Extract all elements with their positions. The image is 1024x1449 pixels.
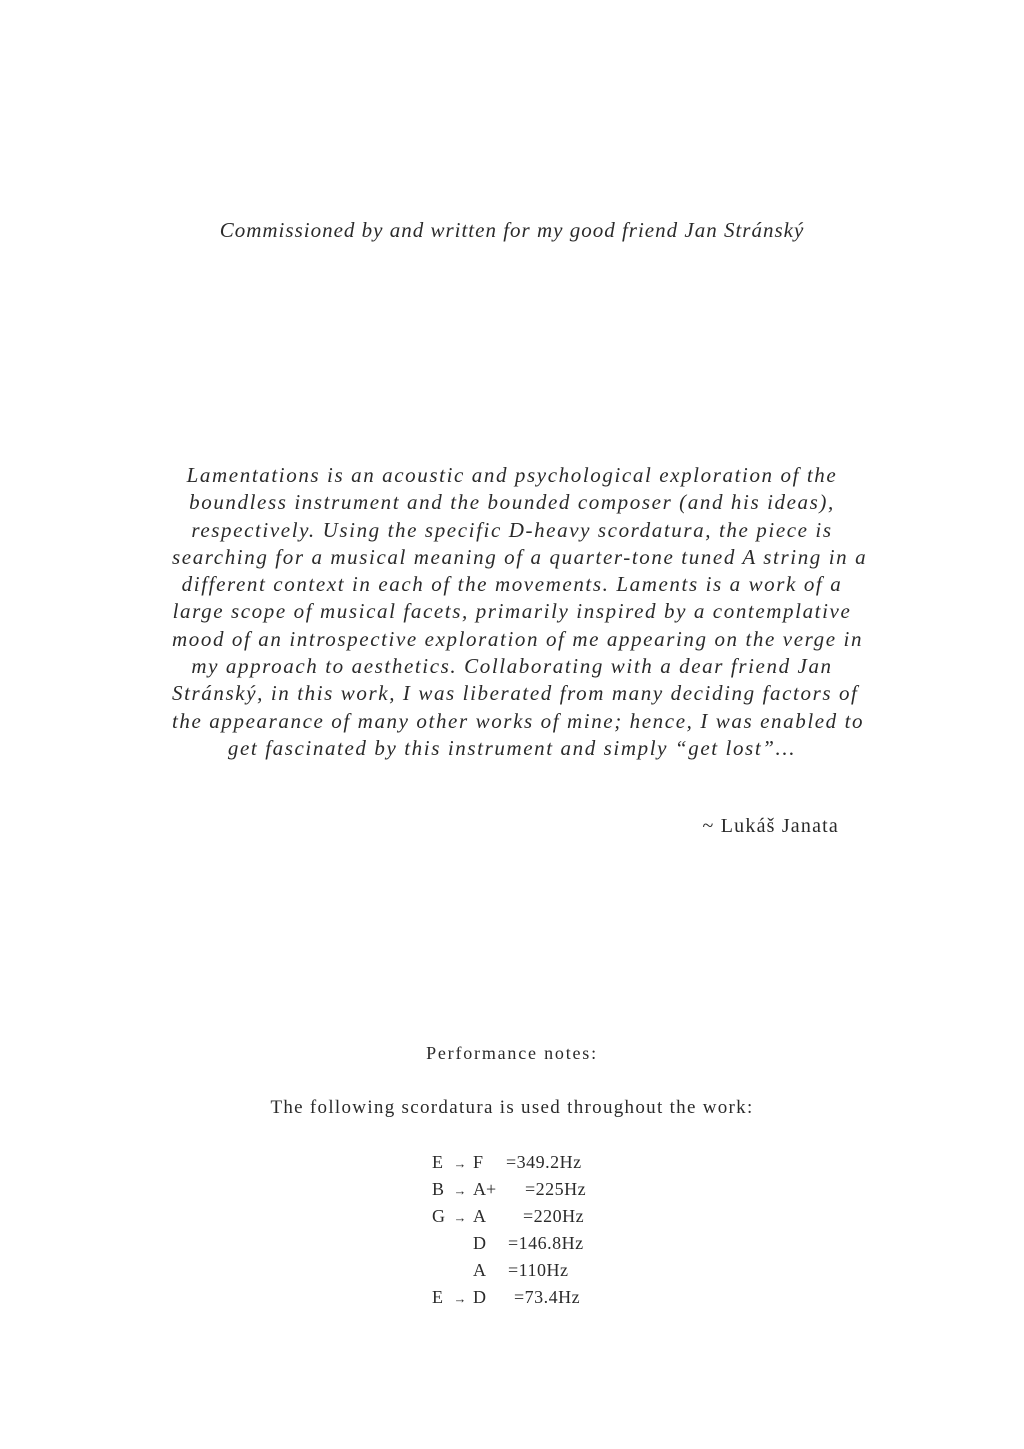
performance-notes-heading: Performance notes: xyxy=(426,1043,598,1063)
tuning-row xyxy=(0,1179,1024,1206)
program-note-line: Lamentations is an acoustic and psychological exploration of the xyxy=(186,463,838,487)
frequency: =349.2Hz xyxy=(506,1152,582,1172)
program-note-line: searching for a musical meaning of a quarter-tone tuned A string in a xyxy=(172,544,868,569)
program-note-line: mood of an introspective exploration of me appearing on the verge in xyxy=(172,626,864,651)
frequency: =146.8Hz xyxy=(508,1233,584,1253)
program-note-line: large scope of musical facets, primarily inspired by a contemplative xyxy=(172,599,852,624)
tuning-row xyxy=(0,1152,1024,1179)
arrow-right-icon: → xyxy=(453,1156,467,1171)
dedication-text: Commissioned by and written for my good friend Jan Stránský xyxy=(219,218,805,242)
tuning-row xyxy=(0,1287,1024,1314)
program-note-line: my approach to aesthetics. Collaborating with a dear friend Jan xyxy=(191,654,833,679)
scordatura-table xyxy=(0,1152,1024,1314)
composer-signature: ~ Lukáš Janata xyxy=(702,815,839,837)
tuned-pitch: F xyxy=(473,1152,484,1172)
original-pitch: B xyxy=(432,1179,445,1199)
tuning-row xyxy=(0,1233,1024,1260)
arrow-right-icon: → xyxy=(453,1210,467,1225)
tuning-row xyxy=(0,1260,1024,1287)
frequency: =73.4Hz xyxy=(514,1287,581,1307)
tuned-pitch: D xyxy=(473,1233,486,1253)
arrow-right-icon: → xyxy=(453,1183,467,1198)
original-pitch: E xyxy=(432,1287,443,1307)
original-pitch: G xyxy=(432,1206,445,1226)
scordatura-intro: The following scordatura is used throughout the work: xyxy=(270,1097,754,1118)
program-note-line: Stránský, in this work, I was liberated from many deciding factors of xyxy=(172,681,859,706)
tuned-pitch: A+ xyxy=(473,1179,497,1199)
tuning-row xyxy=(0,1206,1024,1233)
tuned-pitch: A xyxy=(473,1260,486,1280)
tuned-pitch: D xyxy=(473,1287,486,1307)
tuned-pitch: A xyxy=(473,1206,486,1226)
program-note-line: the appearance of many other works of mine; hence, I was enabled to xyxy=(172,708,865,733)
program-note-line: get fascinated by this instrument and simply “get lost”... xyxy=(227,735,797,760)
frequency: =225Hz xyxy=(525,1179,587,1199)
program-note xyxy=(172,462,868,762)
frequency: =110Hz xyxy=(508,1260,569,1280)
original-pitch: E xyxy=(432,1152,443,1172)
frequency: =220Hz xyxy=(523,1206,585,1226)
arrow-right-icon: → xyxy=(453,1291,467,1306)
program-note-line: different context in each of the movements. Laments is a work of a xyxy=(181,572,843,597)
program-note-line: respectively. Using the specific D-heavy scordatura, the piece is xyxy=(191,517,833,542)
program-note-line: boundless instrument and the bounded composer (and his ideas), xyxy=(189,490,835,515)
